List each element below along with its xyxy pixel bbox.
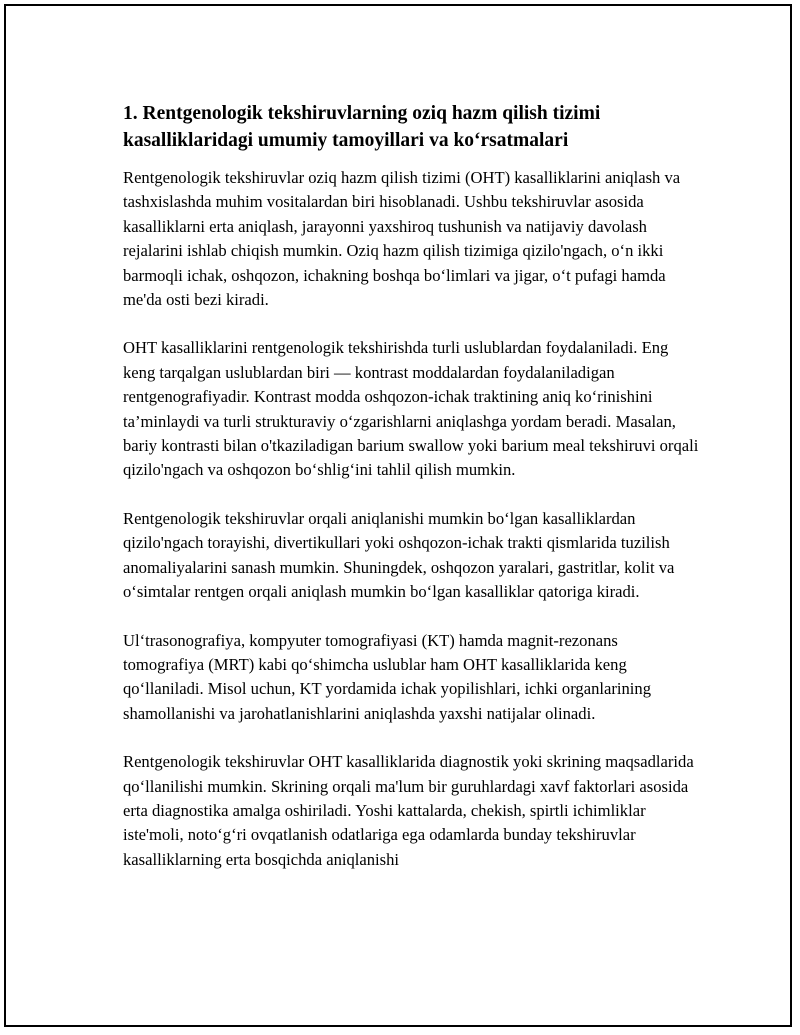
paragraph-1: Rentgenologik tekshiruvlar oziq hazm qilish tizimi (OHT) kasalliklarini aniqlash va tashxislashda muhim vositalardan biri hisoblanadi. Ushbu tekshiruvlar asosida kasalliklarni erta aniqlash, jarayonni yaxshiroq tushunish va natijaviy davolash rejalarini ishlab chiqish mumkin. Oziq hazm qilish tizimiga qizilo'ngach, o‘n ikki barmoqli ichak, oshqozon, ichakning boshqa bo‘limlari va jigar, o‘t pufagi hamda me'da osti bezi kiradi. (123, 168, 681, 310)
page-frame (4, 4, 792, 1027)
document-body (123, 100, 703, 896)
paragraph-3: Rentgenologik tekshiruvlar orqali aniqlanishi mumkin bo‘lgan kasalliklardan qizilo'ngach torayishi, divertikullari yoki oshqozon-ichak trakti qismlarida tuzilish anomaliyalarini sanash mumkin. Shuningdek, oshqozon yaralari, gastritlar, kolit va o‘simtalar rentgen orqali aniqlash mumkin bo‘lgan kasalliklar qatoriga kiradi. (123, 508, 675, 602)
paragraph-4: Ul‘trasonografiya, kompyuter tomografiyasi (KT) hamda magnit-rezonans tomografiya (MRT) kabi qo‘shimcha uslublar ham OHT kasalliklarida keng qo‘llaniladi. Misol uchun, KT yordamida ichak yopilishlari, ichki organlarining shamollanishi va jarohatlanishlarini aniqlashda yaxshi natijalar olinadi. (123, 630, 651, 723)
paragraph-2: OHT kasalliklarini rentgenologik tekshirishda turli uslublardan foydalaniladi. Eng keng tarqalgan uslublardan biri — kontrast moddalardan foydalaniladigan rentgenografiyadir. Kontrast modda oshqozon-ichak traktining aniq ko‘rinishini ta’minlaydi va turli strukturaviy o‘zgarishlarni aniqlashga yordam beradi. Masalan, bariy kontrasti bilan o'tkaziladigan barium swallow yoki barium meal tekshiruvi orqali qizilo'ngach va oshqozon bo‘shlig‘ini tahlil qilish mumkin. (123, 338, 699, 480)
section-heading: 1. Rentgenologik tekshiruvlarning oziq hazm qilish tizimi kasalliklaridagi umumiy tamoyillari va ko‘rsatmalari (123, 103, 601, 151)
paragraph-5: Rentgenologik tekshiruvlar OHT kasalliklarida diagnostik yoki skrining maqsadlarida qo‘llanilishi mumkin. Skrining orqali ma'lum bir guruhlardagi xavf faktorlari asosida erta diagnostika amalga oshiriladi. Yoshi kattalarda, chekish, spirtli ichimliklar iste'moli, noto‘g‘ri ovqatlanish odatlariga ega odamlarda bunday tekshiruvlar kasalliklarning erta bosqichda aniqlanishi (123, 752, 694, 869)
